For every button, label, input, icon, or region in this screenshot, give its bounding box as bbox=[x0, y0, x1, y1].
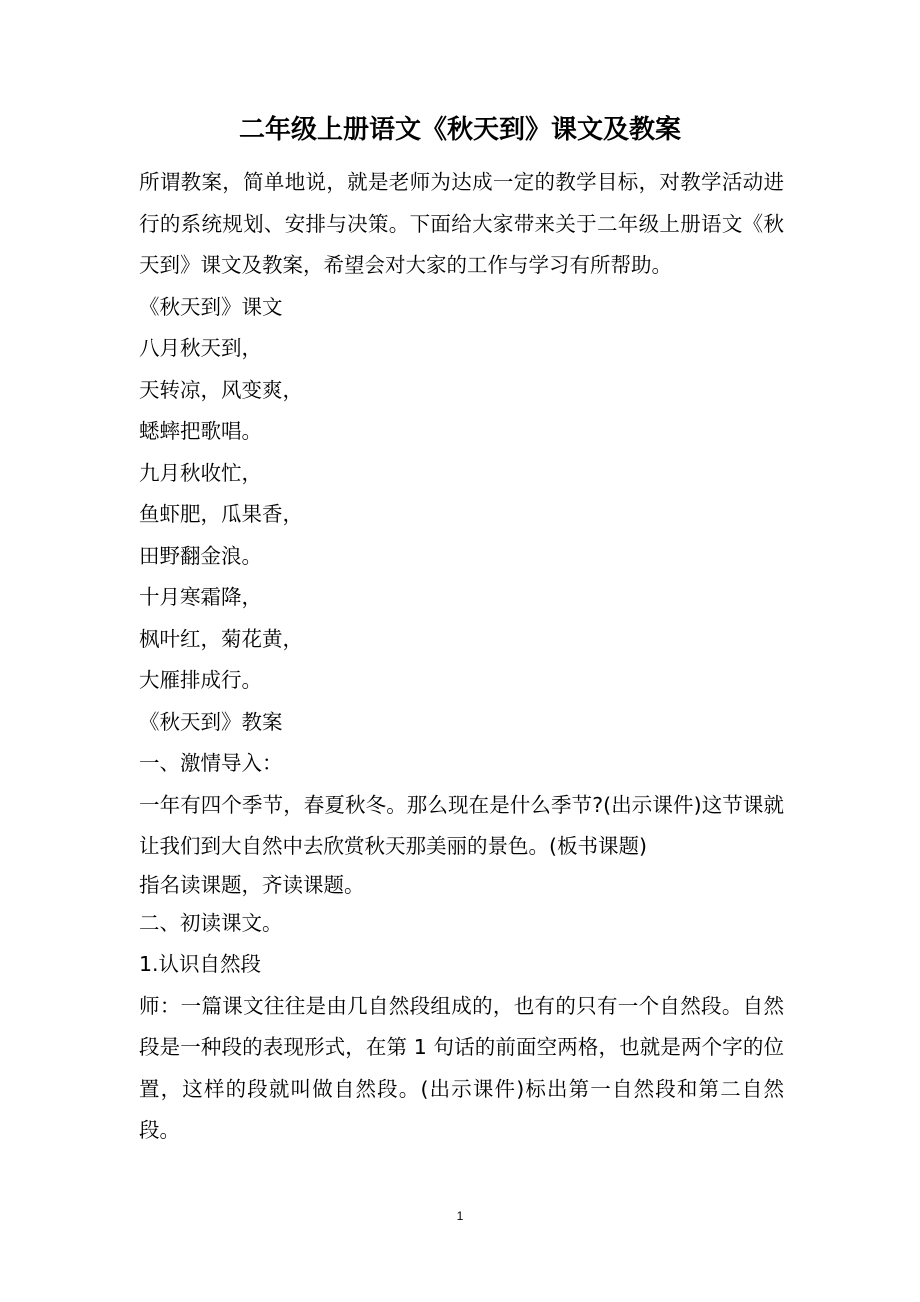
section-heading-text: 《秋天到》课文 bbox=[139, 294, 283, 319]
document-title: 二年级上册语文《秋天到》课文及教案 bbox=[238, 115, 681, 145]
body-paragraph: 指名读课题，齐读课题。 bbox=[139, 872, 365, 897]
body-paragraph: 师：一篇课文往往是由几自然段组成的，也有的只有一个自然段。自然段是一种段的表现形式，在第 1 句话的前面空两格，也就是两个字的位置，这样的段就叫做自然段。(出示课件)标出第一自然段和第二自然段。 bbox=[139, 993, 784, 1142]
poem-line: 鱼虾肥，瓜果香， bbox=[139, 502, 303, 526]
poem-line: 天转凉，风变爽， bbox=[139, 377, 303, 402]
poem-line: 枫叶红，菊花黄， bbox=[139, 626, 303, 651]
page-number: 1 bbox=[456, 1209, 464, 1223]
intro-paragraph: 所谓教案，简单地说，就是老师为达成一定的教学目标，对教学活动进行的系统规划、安排与决策。下面给大家带来关于二年级上册语文《秋天到》课文及教案，希望会对大家的工作与学习有所帮助。 bbox=[139, 170, 784, 277]
poem-line: 田野翻金浪。 bbox=[139, 543, 262, 568]
sub-heading: 1.认识自然段 bbox=[139, 952, 262, 976]
body-paragraph: 一年有四个季节，春夏秋冬。那么现在是什么季节?(出示课件)这节课就让我们到大自然中去欣赏秋天那美丽的景色。(板书课题) bbox=[139, 792, 784, 858]
poem-line: 蟋蟀把歌唱。 bbox=[139, 419, 262, 443]
poem-line: 九月秋收忙， bbox=[139, 460, 262, 485]
document-body bbox=[139, 162, 784, 1152]
poem-line: 大雁排成行。 bbox=[139, 668, 262, 692]
poem-line: 十月寒霜降， bbox=[139, 585, 262, 609]
step-heading-intro: 一、激情导入： bbox=[139, 751, 283, 775]
step-heading-reading: 二、初读课文。 bbox=[139, 910, 283, 935]
poem-line: 八月秋天到， bbox=[139, 336, 262, 360]
section-heading-lesson-plan: 《秋天到》教案 bbox=[139, 709, 283, 734]
